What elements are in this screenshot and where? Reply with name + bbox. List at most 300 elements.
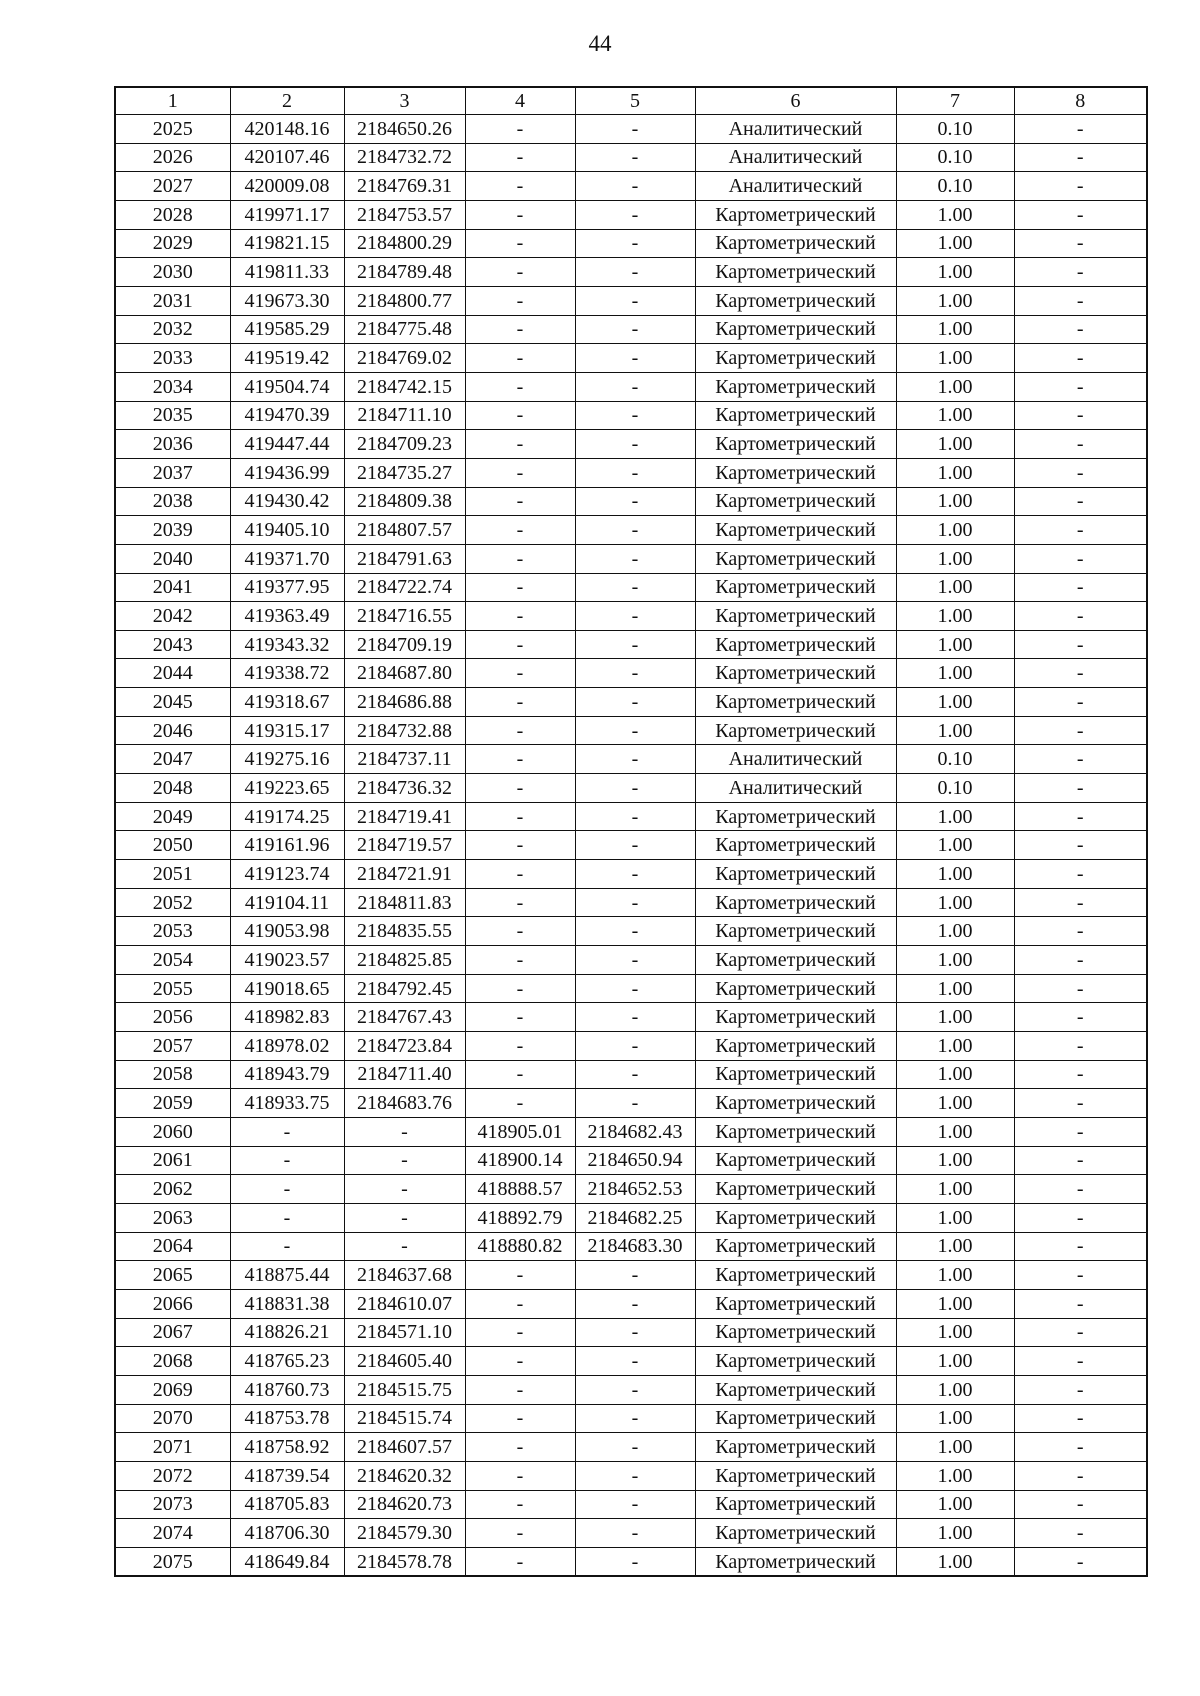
table-row: [115, 1261, 1147, 1290]
table-row: [115, 602, 1147, 631]
note-cell: -: [1014, 286, 1147, 315]
y-coordinate-new-cell: -: [575, 573, 695, 602]
x-coordinate-cell: -: [230, 1232, 344, 1261]
y-coordinate-cell: 2184719.41: [344, 802, 465, 831]
x-coordinate-new-cell: -: [465, 430, 575, 459]
y-coordinate-cell: 2184753.57: [344, 200, 465, 229]
accuracy-cell: 1.00: [896, 1375, 1014, 1404]
table-row: [115, 258, 1147, 287]
x-coordinate-cell: 419338.72: [230, 659, 344, 688]
x-coordinate-cell: 418760.73: [230, 1375, 344, 1404]
method-cell: Картометрический: [695, 860, 896, 889]
y-coordinate-new-cell: -: [575, 602, 695, 631]
y-coordinate-cell: 2184736.32: [344, 774, 465, 803]
y-coordinate-cell: 2184637.68: [344, 1261, 465, 1290]
y-coordinate-cell: 2184687.80: [344, 659, 465, 688]
x-coordinate-new-cell: -: [465, 573, 575, 602]
table-body: [115, 87, 1147, 1576]
x-coordinate-new-cell: -: [465, 716, 575, 745]
x-coordinate-cell: 419174.25: [230, 802, 344, 831]
accuracy-cell: 1.00: [896, 1404, 1014, 1433]
table-row: [115, 1146, 1147, 1175]
method-cell: Картометрический: [695, 1347, 896, 1376]
method-cell: Картометрический: [695, 1203, 896, 1232]
accuracy-cell: 1.00: [896, 573, 1014, 602]
note-cell: -: [1014, 1547, 1147, 1576]
point-number-cell: 2057: [115, 1032, 230, 1061]
y-coordinate-cell: 2184789.48: [344, 258, 465, 287]
y-coordinate-new-cell: -: [575, 630, 695, 659]
x-coordinate-cell: 419405.10: [230, 516, 344, 545]
x-coordinate-cell: -: [230, 1175, 344, 1204]
accuracy-cell: 1.00: [896, 1347, 1014, 1376]
y-coordinate-cell: 2184835.55: [344, 917, 465, 946]
y-coordinate-cell: 2184719.57: [344, 831, 465, 860]
y-coordinate-cell: 2184723.84: [344, 1032, 465, 1061]
accuracy-cell: 1.00: [896, 1261, 1014, 1290]
x-coordinate-new-cell: -: [465, 1461, 575, 1490]
y-coordinate-new-cell: -: [575, 1089, 695, 1118]
method-cell: Картометрический: [695, 229, 896, 258]
note-cell: -: [1014, 946, 1147, 975]
y-coordinate-cell: 2184579.30: [344, 1519, 465, 1548]
column-header-1: 1: [115, 87, 230, 115]
point-number-cell: 2037: [115, 458, 230, 487]
table-row: [115, 372, 1147, 401]
note-cell: -: [1014, 1117, 1147, 1146]
method-cell: Картометрический: [695, 1519, 896, 1548]
x-coordinate-cell: 418753.78: [230, 1404, 344, 1433]
x-coordinate-new-cell: -: [465, 286, 575, 315]
x-coordinate-new-cell: -: [465, 688, 575, 717]
y-coordinate-new-cell: -: [575, 401, 695, 430]
table-row: [115, 688, 1147, 717]
x-coordinate-new-cell: -: [465, 143, 575, 172]
note-cell: -: [1014, 1433, 1147, 1462]
table-row: [115, 1347, 1147, 1376]
table-row: [115, 1547, 1147, 1576]
note-cell: -: [1014, 860, 1147, 889]
table-row: [115, 1060, 1147, 1089]
y-coordinate-cell: 2184811.83: [344, 888, 465, 917]
y-coordinate-new-cell: -: [575, 1060, 695, 1089]
column-header-6: 6: [695, 87, 896, 115]
accuracy-cell: 1.00: [896, 831, 1014, 860]
y-coordinate-new-cell: -: [575, 974, 695, 1003]
accuracy-cell: 1.00: [896, 1117, 1014, 1146]
point-number-cell: 2046: [115, 716, 230, 745]
method-cell: Картометрический: [695, 1146, 896, 1175]
table-row: [115, 1461, 1147, 1490]
table-row: [115, 1032, 1147, 1061]
method-cell: Картометрический: [695, 974, 896, 1003]
method-cell: Картометрический: [695, 917, 896, 946]
accuracy-cell: 1.00: [896, 1547, 1014, 1576]
accuracy-cell: 1.00: [896, 1146, 1014, 1175]
y-coordinate-new-cell: -: [575, 115, 695, 144]
y-coordinate-cell: 2184610.07: [344, 1289, 465, 1318]
method-cell: Картометрический: [695, 659, 896, 688]
y-coordinate-new-cell: -: [575, 1519, 695, 1548]
y-coordinate-new-cell: -: [575, 172, 695, 201]
note-cell: -: [1014, 917, 1147, 946]
y-coordinate-cell: 2184711.10: [344, 401, 465, 430]
accuracy-cell: 1.00: [896, 688, 1014, 717]
x-coordinate-cell: 419470.39: [230, 401, 344, 430]
table-row: [115, 1375, 1147, 1404]
x-coordinate-new-cell: -: [465, 1490, 575, 1519]
y-coordinate-cell: 2184721.91: [344, 860, 465, 889]
y-coordinate-cell: 2184791.63: [344, 544, 465, 573]
y-coordinate-new-cell: -: [575, 1318, 695, 1347]
table-row: [115, 659, 1147, 688]
column-header-8: 8: [1014, 87, 1147, 115]
table-row: [115, 917, 1147, 946]
table-row: [115, 1089, 1147, 1118]
table-row: [115, 831, 1147, 860]
y-coordinate-new-cell: -: [575, 1261, 695, 1290]
point-number-cell: 2041: [115, 573, 230, 602]
x-coordinate-cell: -: [230, 1117, 344, 1146]
point-number-cell: 2031: [115, 286, 230, 315]
x-coordinate-new-cell: -: [465, 1089, 575, 1118]
x-coordinate-cell: 418649.84: [230, 1547, 344, 1576]
x-coordinate-new-cell: 418892.79: [465, 1203, 575, 1232]
x-coordinate-cell: 418739.54: [230, 1461, 344, 1490]
accuracy-cell: 1.00: [896, 1060, 1014, 1089]
point-number-cell: 2026: [115, 143, 230, 172]
note-cell: -: [1014, 200, 1147, 229]
method-cell: Картометрический: [695, 1089, 896, 1118]
x-coordinate-cell: 419018.65: [230, 974, 344, 1003]
point-number-cell: 2064: [115, 1232, 230, 1261]
method-cell: Картометрический: [695, 1490, 896, 1519]
point-number-cell: 2044: [115, 659, 230, 688]
y-coordinate-cell: 2184735.27: [344, 458, 465, 487]
note-cell: -: [1014, 143, 1147, 172]
x-coordinate-new-cell: -: [465, 544, 575, 573]
method-cell: Картометрический: [695, 602, 896, 631]
point-number-cell: 2070: [115, 1404, 230, 1433]
note-cell: -: [1014, 1232, 1147, 1261]
x-coordinate-cell: 419436.99: [230, 458, 344, 487]
y-coordinate-cell: 2184711.40: [344, 1060, 465, 1089]
note-cell: -: [1014, 573, 1147, 602]
method-cell: Картометрический: [695, 1318, 896, 1347]
table-row: [115, 1203, 1147, 1232]
x-coordinate-new-cell: -: [465, 774, 575, 803]
x-coordinate-new-cell: 418880.82: [465, 1232, 575, 1261]
note-cell: -: [1014, 602, 1147, 631]
table-row: [115, 1318, 1147, 1347]
table-row: [115, 143, 1147, 172]
note-cell: -: [1014, 430, 1147, 459]
y-coordinate-cell: -: [344, 1232, 465, 1261]
x-coordinate-cell: 418933.75: [230, 1089, 344, 1118]
method-cell: Картометрический: [695, 544, 896, 573]
y-coordinate-cell: -: [344, 1203, 465, 1232]
y-coordinate-cell: 2184716.55: [344, 602, 465, 631]
y-coordinate-new-cell: -: [575, 458, 695, 487]
table-row: [115, 745, 1147, 774]
x-coordinate-cell: 419315.17: [230, 716, 344, 745]
method-cell: Картометрический: [695, 1060, 896, 1089]
x-coordinate-new-cell: -: [465, 1032, 575, 1061]
method-cell: Картометрический: [695, 1232, 896, 1261]
point-number-cell: 2073: [115, 1490, 230, 1519]
y-coordinate-new-cell: 2184650.94: [575, 1146, 695, 1175]
x-coordinate-new-cell: -: [465, 946, 575, 975]
accuracy-cell: 1.00: [896, 974, 1014, 1003]
x-coordinate-cell: 418831.38: [230, 1289, 344, 1318]
note-cell: -: [1014, 1490, 1147, 1519]
note-cell: -: [1014, 115, 1147, 144]
accuracy-cell: 1.00: [896, 1461, 1014, 1490]
x-coordinate-cell: 420107.46: [230, 143, 344, 172]
point-number-cell: 2027: [115, 172, 230, 201]
accuracy-cell: 1.00: [896, 401, 1014, 430]
x-coordinate-cell: 418982.83: [230, 1003, 344, 1032]
x-coordinate-cell: 419821.15: [230, 229, 344, 258]
x-coordinate-new-cell: -: [465, 401, 575, 430]
x-coordinate-new-cell: -: [465, 1547, 575, 1576]
method-cell: Картометрический: [695, 487, 896, 516]
method-cell: Картометрический: [695, 315, 896, 344]
accuracy-cell: 0.10: [896, 115, 1014, 144]
x-coordinate-cell: -: [230, 1146, 344, 1175]
point-number-cell: 2032: [115, 315, 230, 344]
note-cell: -: [1014, 372, 1147, 401]
y-coordinate-new-cell: -: [575, 1433, 695, 1462]
x-coordinate-new-cell: -: [465, 516, 575, 545]
table-row: [115, 1433, 1147, 1462]
point-number-cell: 2067: [115, 1318, 230, 1347]
y-coordinate-new-cell: -: [575, 1375, 695, 1404]
accuracy-cell: 1.00: [896, 917, 1014, 946]
table-row: [115, 487, 1147, 516]
note-cell: -: [1014, 630, 1147, 659]
table-row: [115, 946, 1147, 975]
method-cell: Картометрический: [695, 458, 896, 487]
x-coordinate-cell: -: [230, 1203, 344, 1232]
table-row: [115, 172, 1147, 201]
x-coordinate-new-cell: -: [465, 258, 575, 287]
accuracy-cell: 1.00: [896, 286, 1014, 315]
method-cell: Картометрический: [695, 573, 896, 602]
x-coordinate-cell: 419504.74: [230, 372, 344, 401]
x-coordinate-new-cell: -: [465, 745, 575, 774]
accuracy-cell: 1.00: [896, 630, 1014, 659]
y-coordinate-new-cell: -: [575, 1003, 695, 1032]
y-coordinate-new-cell: -: [575, 430, 695, 459]
note-cell: -: [1014, 802, 1147, 831]
point-number-cell: 2056: [115, 1003, 230, 1032]
table-row: [115, 344, 1147, 373]
point-number-cell: 2050: [115, 831, 230, 860]
accuracy-cell: 1.00: [896, 888, 1014, 917]
point-number-cell: 2025: [115, 115, 230, 144]
y-coordinate-cell: 2184650.26: [344, 115, 465, 144]
x-coordinate-cell: 419123.74: [230, 860, 344, 889]
method-cell: Картометрический: [695, 258, 896, 287]
note-cell: -: [1014, 1032, 1147, 1061]
note-cell: -: [1014, 344, 1147, 373]
point-number-cell: 2071: [115, 1433, 230, 1462]
note-cell: -: [1014, 1146, 1147, 1175]
x-coordinate-cell: 419811.33: [230, 258, 344, 287]
method-cell: Картометрический: [695, 1117, 896, 1146]
y-coordinate-new-cell: 2184683.30: [575, 1232, 695, 1261]
x-coordinate-cell: 419053.98: [230, 917, 344, 946]
y-coordinate-cell: 2184722.74: [344, 573, 465, 602]
note-cell: -: [1014, 774, 1147, 803]
y-coordinate-new-cell: -: [575, 344, 695, 373]
method-cell: Картометрический: [695, 716, 896, 745]
note-cell: -: [1014, 659, 1147, 688]
point-number-cell: 2028: [115, 200, 230, 229]
x-coordinate-new-cell: 418905.01: [465, 1117, 575, 1146]
method-cell: Картометрический: [695, 1289, 896, 1318]
accuracy-cell: 1.00: [896, 1490, 1014, 1519]
accuracy-cell: 1.00: [896, 1433, 1014, 1462]
method-cell: Аналитический: [695, 774, 896, 803]
point-number-cell: 2054: [115, 946, 230, 975]
x-coordinate-cell: 419585.29: [230, 315, 344, 344]
table-row: [115, 888, 1147, 917]
y-coordinate-new-cell: 2184652.53: [575, 1175, 695, 1204]
y-coordinate-new-cell: -: [575, 802, 695, 831]
y-coordinate-new-cell: -: [575, 659, 695, 688]
accuracy-cell: 1.00: [896, 315, 1014, 344]
note-cell: -: [1014, 1089, 1147, 1118]
accuracy-cell: 1.00: [896, 1175, 1014, 1204]
y-coordinate-new-cell: -: [575, 1289, 695, 1318]
table-header-row: [115, 87, 1147, 115]
y-coordinate-cell: 2184620.73: [344, 1490, 465, 1519]
y-coordinate-cell: 2184800.29: [344, 229, 465, 258]
x-coordinate-new-cell: -: [465, 1318, 575, 1347]
accuracy-cell: 1.00: [896, 200, 1014, 229]
point-number-cell: 2039: [115, 516, 230, 545]
table-row: [115, 1404, 1147, 1433]
x-coordinate-cell: 418943.79: [230, 1060, 344, 1089]
table-row: [115, 802, 1147, 831]
point-number-cell: 2038: [115, 487, 230, 516]
table-row: [115, 1117, 1147, 1146]
note-cell: -: [1014, 1404, 1147, 1433]
point-number-cell: 2075: [115, 1547, 230, 1576]
x-coordinate-new-cell: -: [465, 1060, 575, 1089]
y-coordinate-new-cell: 2184682.43: [575, 1117, 695, 1146]
note-cell: -: [1014, 716, 1147, 745]
method-cell: Картометрический: [695, 401, 896, 430]
accuracy-cell: 1.00: [896, 229, 1014, 258]
x-coordinate-new-cell: -: [465, 802, 575, 831]
accuracy-cell: 1.00: [896, 1032, 1014, 1061]
y-coordinate-new-cell: -: [575, 1032, 695, 1061]
accuracy-cell: 1.00: [896, 1289, 1014, 1318]
y-coordinate-cell: 2184769.31: [344, 172, 465, 201]
method-cell: Картометрический: [695, 802, 896, 831]
y-coordinate-cell: 2184737.11: [344, 745, 465, 774]
note-cell: -: [1014, 229, 1147, 258]
x-coordinate-new-cell: -: [465, 1289, 575, 1318]
x-coordinate-new-cell: -: [465, 315, 575, 344]
method-cell: Картометрический: [695, 888, 896, 917]
method-cell: Картометрический: [695, 1032, 896, 1061]
accuracy-cell: 1.00: [896, 602, 1014, 631]
x-coordinate-cell: 419104.11: [230, 888, 344, 917]
y-coordinate-cell: 2184605.40: [344, 1347, 465, 1376]
point-number-cell: 2059: [115, 1089, 230, 1118]
y-coordinate-cell: 2184809.38: [344, 487, 465, 516]
y-coordinate-cell: 2184515.74: [344, 1404, 465, 1433]
method-cell: Аналитический: [695, 172, 896, 201]
x-coordinate-new-cell: -: [465, 630, 575, 659]
accuracy-cell: 1.00: [896, 458, 1014, 487]
method-cell: Картометрический: [695, 516, 896, 545]
accuracy-cell: 0.10: [896, 774, 1014, 803]
y-coordinate-new-cell: -: [575, 1490, 695, 1519]
note-cell: -: [1014, 516, 1147, 545]
y-coordinate-cell: 2184686.88: [344, 688, 465, 717]
table-row: [115, 430, 1147, 459]
point-number-cell: 2047: [115, 745, 230, 774]
note-cell: -: [1014, 745, 1147, 774]
y-coordinate-new-cell: -: [575, 946, 695, 975]
table-row: [115, 860, 1147, 889]
x-coordinate-new-cell: 418900.14: [465, 1146, 575, 1175]
y-coordinate-cell: 2184807.57: [344, 516, 465, 545]
method-cell: Картометрический: [695, 1433, 896, 1462]
y-coordinate-cell: 2184775.48: [344, 315, 465, 344]
point-number-cell: 2074: [115, 1519, 230, 1548]
y-coordinate-new-cell: -: [575, 200, 695, 229]
y-coordinate-cell: 2184578.78: [344, 1547, 465, 1576]
column-header-5: 5: [575, 87, 695, 115]
x-coordinate-cell: 418826.21: [230, 1318, 344, 1347]
point-number-cell: 2049: [115, 802, 230, 831]
point-number-cell: 2058: [115, 1060, 230, 1089]
column-header-2: 2: [230, 87, 344, 115]
point-number-cell: 2060: [115, 1117, 230, 1146]
x-coordinate-new-cell: -: [465, 487, 575, 516]
y-coordinate-new-cell: -: [575, 372, 695, 401]
accuracy-cell: 1.00: [896, 1318, 1014, 1347]
x-coordinate-new-cell: -: [465, 200, 575, 229]
point-number-cell: 2065: [115, 1261, 230, 1290]
table-row: [115, 401, 1147, 430]
x-coordinate-cell: 419430.42: [230, 487, 344, 516]
x-coordinate-cell: 418758.92: [230, 1433, 344, 1462]
method-cell: Картометрический: [695, 372, 896, 401]
y-coordinate-new-cell: -: [575, 888, 695, 917]
note-cell: -: [1014, 1175, 1147, 1204]
point-number-cell: 2036: [115, 430, 230, 459]
note-cell: -: [1014, 1375, 1147, 1404]
x-coordinate-new-cell: -: [465, 1261, 575, 1290]
accuracy-cell: 1.00: [896, 344, 1014, 373]
method-cell: Аналитический: [695, 143, 896, 172]
x-coordinate-cell: 419971.17: [230, 200, 344, 229]
accuracy-cell: 1.00: [896, 1232, 1014, 1261]
table-row: [115, 1490, 1147, 1519]
point-number-cell: 2066: [115, 1289, 230, 1318]
method-cell: Картометрический: [695, 430, 896, 459]
y-coordinate-new-cell: -: [575, 860, 695, 889]
accuracy-cell: 1.00: [896, 659, 1014, 688]
y-coordinate-cell: 2184683.76: [344, 1089, 465, 1118]
